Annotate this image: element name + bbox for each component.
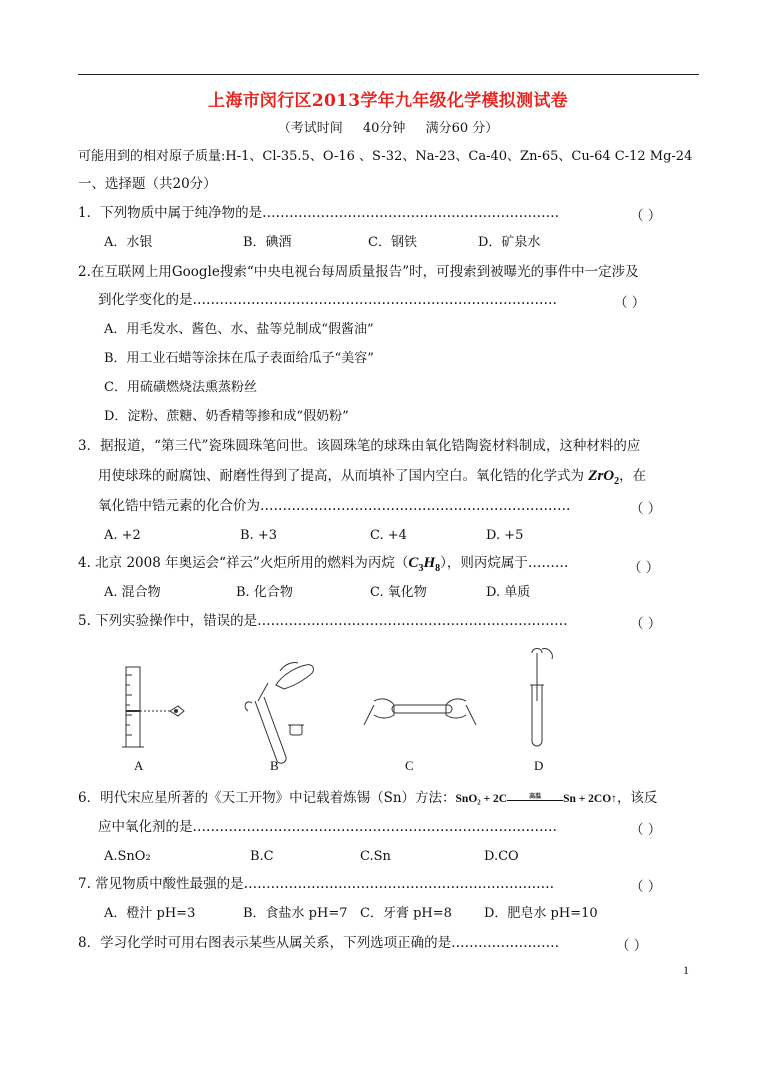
zro2-subscript: 2 [614,476,620,487]
q6-option-b: B.C [250,849,274,864]
lab-operations-figure [112,645,612,775]
q3-stem-end: ，在 [619,468,647,484]
q2-option-d: D．淀粉、蔗糖、奶香精等掺和成“假奶粉” [104,409,349,424]
equation-arrow [507,793,563,801]
question-3-stem-line2 [98,467,646,491]
q2-option-a: A．用毛发水、酱色、水、盐等兑制成“假酱油” [104,322,374,337]
propane-formula [408,555,441,574]
q3-option-a: A. +2 [104,528,141,543]
q1-option-c: C．钢铁 [368,235,417,250]
question-8-stem: 8．学习化学时可用右图表示某些从属关系，下列选项正确的是…………………… [78,935,560,951]
question-1-stem: 1．下列物质中属于纯净物的是………………………………………………………… [78,205,560,221]
propane-c-sub: 3 [418,563,424,574]
q6-option-a: A.SnO₂ [104,849,151,864]
q1-option-a: A．水银 [104,235,153,250]
q4-option-b: B. 化合物 [236,585,293,600]
equation-condition: 高温 [529,793,542,800]
dropper-test-tube-drawing [530,649,552,747]
answer-blank-7: （ ） [630,879,662,895]
atomic-masses: 可能用到的相对原子质量:H-1、Cl-35.5、O-16 、S-32、Na-23、Ca-40、Zn-65、Cu-64 C-12 Mg-24 [78,149,693,164]
figure-label-c: C [405,758,414,773]
question-3-stem-line3: 氧化锆中锆元素的化合价为…………………………………………………………… [98,498,571,514]
exam-title: 上海市闵行区2013学年九年级化学模拟测试卷 [208,91,568,111]
q6-option-c: C.Sn [360,849,391,864]
zro2-symbol: ZrO [588,468,615,484]
q6-option-d: D.CO [484,849,519,864]
equation-products: Sn + 2CO↑ [563,793,617,805]
q7-option-d: D．肥皂水 pH=10 [484,906,598,921]
tin-smelting-equation [456,793,617,805]
q6-stem-text: 6．明代宋应星所著的《天工开物》中记载着炼锡（Sn）方法： [78,790,456,806]
q3-option-b: B. +3 [240,528,277,543]
propane-h-sub: 8 [435,563,441,574]
q3-stem-text: 用使球珠的耐腐蚀、耐磨性得到了提高，从而填补了国内空白。氧化锆的化学式为 [98,468,584,484]
answer-blank-3: （ ） [630,501,662,517]
q3-option-c: C. +4 [370,528,407,543]
q4-stem-text: 4. 北京 2008 年奥运会“祥云”火炬所用的燃料为丙烷（ [78,555,409,571]
horizontal-test-tube-drawing [364,699,476,725]
pouring-liquid-drawing [245,662,313,763]
top-rule [78,74,699,75]
propane-c: C [408,555,419,571]
answer-blank-1: （ ） [630,208,662,224]
answer-blank-5: （ ） [630,616,662,632]
question-4-stem [78,554,568,578]
q4-option-c: C. 氧化物 [370,585,427,600]
question-6-stem-line1 [78,789,657,808]
page-number: 1 [683,963,689,977]
q3-option-d: D. +5 [486,528,524,543]
figure-label-b: B [270,758,279,773]
answer-blank-6: （ ） [630,822,662,838]
question-2-stem-line2: 到化学变化的是……………………………………………………………………… [98,292,557,308]
exam-score: 满分60 分） [425,121,499,136]
q1-option-d: D．矿泉水 [478,235,541,250]
q7-option-b: B．食盐水 pH=7 [243,906,348,921]
q1-option-b: B．碘酒 [243,235,292,250]
q4-option-d: D. 单质 [486,585,531,600]
equation-reactants: SnO₂ + 2C [455,793,508,805]
q6-stem-end: ，该反 [616,790,658,806]
question-7-stem: 7. 常见物质中酸性最强的是…………………………………………………………… [78,876,555,892]
question-3-stem-line1: 3．据报道，“第三代”瓷珠圆珠笔问世。该圆珠笔的球珠由氧化锆陶瓷材料制成，这种材料的应 [78,438,641,454]
q7-option-c: C．牙膏 pH=8 [360,906,452,921]
graduated-cylinder-drawing [122,667,184,747]
q2-option-c: C．用硫磺燃烧法熏蒸粉丝 [104,380,257,395]
question-6-stem-line2: 应中氧化剂的是……………………………………………………………………… [98,819,557,835]
answer-blank-4: （ ） [628,560,660,576]
q2-option-b: B．用工业石蜡等涂抹在瓜子表面给瓜子“美容” [104,351,374,366]
exam-time-label: （考试时间 [277,121,343,136]
q4-option-a: A. 混合物 [104,585,161,600]
exam-subtitle [0,117,776,136]
q4-stem-end: ），则丙烷属于……… [440,555,569,571]
q7-option-a: A．橙汁 pH=3 [104,906,196,921]
figure-label-a: A [134,758,144,773]
question-2-stem-line1: 2.在互联网上用Google搜索“中央电视台每周质量报告”时，可搜索到被曝光的事件中一定涉及 [78,264,639,280]
answer-blank-8: （ ） [616,938,648,954]
answer-blank-2: （ ） [614,295,646,311]
question-5-stem: 5. 下列实验操作中，错误的是…………………………………………………………… [78,613,568,629]
figure-label-d: D [534,758,544,773]
exam-minutes: 40分钟 [362,121,406,136]
propane-h: H [423,555,436,571]
zro2-formula [588,468,620,487]
section-heading: 一、选择题（共20分） [78,176,217,192]
